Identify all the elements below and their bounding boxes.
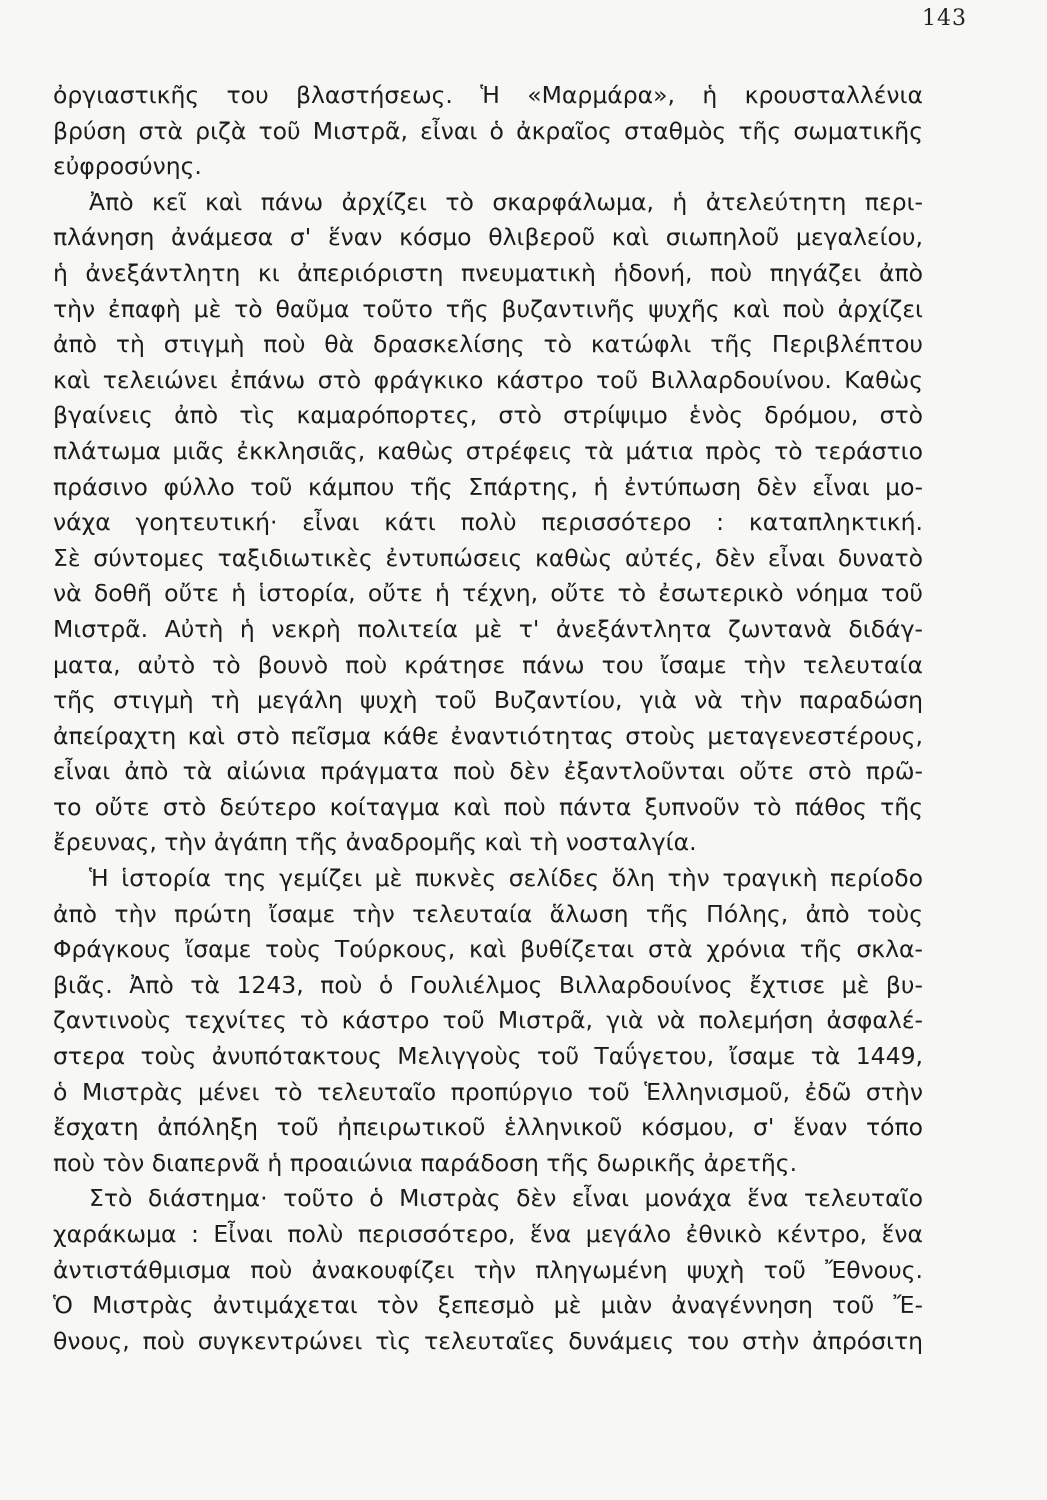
text-line: ποὺ τὸν διαπερνᾶ ἡ προαιώνια παράδοση τῆς δωρικῆς ἀρετῆς. — [53, 1148, 798, 1177]
text-line: ἡ ἀνεξάντλητη κι ἀπεριόριστη πνευματικὴ ἡδονή, ποὺ πηγάζει ἀπὸ — [53, 258, 923, 287]
text-line: ματα, αὐτὸ τὸ βουνὸ ποὺ κράτησε πάνω του ἴσαμε τὴν τελευταία — [53, 650, 923, 679]
text-line: πλάτωμα μιᾶς ἐκκλησιᾶς, καθὼς στρέφεις τὰ μάτια πρὸς τὸ τεράστιο — [53, 436, 923, 465]
text-line: το οὔτε στὸ δεύτερο κοίταγμα καὶ ποὺ πάντα ξυπνοῦν τὸ πάθος τῆς — [53, 792, 923, 821]
text-line: ὁ Μιστρὰς μένει τὸ τελευταῖο προπύργιο τοῦ Ἑλληνισμοῦ, ἐδῶ στὴν — [53, 1077, 923, 1106]
text-line: ἔσχατη ἀπόληξη τοῦ ἠπειρωτικοῦ ἑλληνικοῦ κόσμου, σ' ἕναν τόπο — [53, 1113, 923, 1142]
page-number: 143 — [922, 6, 967, 31]
text-line: βρύση στὰ ριζὰ τοῦ Μιστρᾶ, εἶναι ὁ ἀκραῖος σταθμὸς τῆς σωματικῆς — [53, 116, 923, 145]
text-line: στερα τοὺς ἀνυπότακτους Μελιγγοὺς τοῦ Ταΰγετου, ἴσαμε τὰ 1449, — [53, 1042, 923, 1071]
text-line: εὐφροσύνης. — [53, 152, 202, 181]
text-line: νὰ δοθῆ οὔτε ἡ ἱστορία, οὔτε ἡ τέχνη, οὔτε τὸ ἐσωτερικὸ νόημα τοῦ — [53, 579, 923, 608]
text-line: Ὁ Μιστρὰς ἀντιμάχεται τὸν ξεπεσμὸ μὲ μιὰν ἀναγέννηση τοῦ Ἔ- — [53, 1291, 923, 1320]
text-line: πράσινο φύλλο τοῦ κάμπου τῆς Σπάρτης, ἡ ἐντύπωση δὲν εἶναι μο- — [53, 472, 923, 501]
text-line: θνους, ποὺ συγκεντρώνει τὶς τελευταῖες δυνάμεις του στὴν ἀπρόσιτη — [53, 1326, 923, 1355]
text-line: τῆς στιγμὴ τὴ μεγάλη ψυχὴ τοῦ Βυζαντίου, γιὰ νὰ τὴν παραδώση — [53, 686, 923, 715]
text-line: ὀργιαστικῆς του βλαστήσεως. Ἡ «Μαρμάρα», ἡ κρουσταλλένια — [53, 81, 923, 109]
text-line: Μιστρᾶ. Αὐτὴ ἡ νεκρὴ πολιτεία μὲ τ' ἀνεξάντλητα ζωντανὰ διδάγ- — [53, 614, 923, 643]
text-line: ἔρευνας, τὴν ἀγάπη τῆς ἀναδρομῆς καὶ τὴ νοσταλγία. — [53, 828, 697, 857]
text-line: χαράκωμα : Εἶναι πολὺ περισσότερο, ἕνα μεγάλο ἐθνικὸ κέντρο, ἕνα — [53, 1220, 923, 1248]
text-line: Φράγκους ἴσαμε τοὺς Τούρκους, καὶ βυθίζεται στὰ χρόνια τῆς σκλα- — [53, 935, 923, 964]
text-line: τὴν ἐπαφὴ μὲ τὸ θαῦμα τοῦτο τῆς βυζαντινῆς ψυχῆς καὶ ποὺ ἀρχίζει — [53, 294, 923, 323]
text-line: Ἡ ἱστορία της γεμίζει μὲ πυκνὲς σελίδες ὅλη τὴν τραγικὴ περίοδο — [89, 864, 923, 893]
text-line: ζαντινοὺς τεχνίτες τὸ κάστρο τοῦ Μιστρᾶ, γιὰ νὰ πολεμήση ἀσφαλέ- — [53, 1006, 923, 1035]
text-line: καὶ τελειώνει ἐπάνω στὸ φράγκικο κάστρο τοῦ Βιλλαρδουίνου. Καθὼς — [53, 365, 923, 394]
text-line: εἶναι ἀπὸ τὰ αἰώνια πράγματα ποὺ δὲν ἐξαντλοῦνται οὔτε στὸ πρῶ- — [53, 757, 923, 786]
text-line: βιᾶς. Ἀπὸ τὰ 1243, ποὺ ὁ Γουλιέλμος Βιλλαρδουίνος ἔχτισε μὲ βυ- — [53, 970, 923, 999]
text-line: Ἀπὸ κεῖ καὶ πάνω ἀρχίζει τὸ σκαρφάλωμα, ἡ ἀτελεύτητη περι- — [89, 187, 923, 216]
body-text — [53, 78, 923, 1359]
text-line: ἀπὸ τὴν πρώτη ἴσαμε τὴν τελευταία ἅλωση τῆς Πόλης, ἀπὸ τοὺς — [53, 899, 923, 928]
text-line: βγαίνεις ἀπὸ τὶς καμαρόπορτες, στὸ στρίψιμο ἑνὸς δρόμου, στὸ — [53, 401, 923, 430]
text-line: πλάνηση ἀνάμεσα σ' ἕναν κόσμο θλιβεροῦ καὶ σιωπηλοῦ μεγαλείου, — [53, 223, 923, 252]
text-line: ἀπείραχτη καὶ στὸ πεῖσμα κάθε ἐναντιότητας στοὺς μεταγενεστέρους, — [53, 721, 923, 750]
text-line: Στὸ διάστημα· τοῦτο ὁ Μιστρὰς δὲν εἶναι μονάχα ἕνα τελευταῖο — [89, 1184, 923, 1213]
text-line: νάχα γοητευτική· εἶναι κάτι πολὺ περισσότερο : καταπληκτική. — [53, 508, 923, 537]
text-line: Σὲ σύντομες ταξιδιωτικὲς ἐντυπώσεις καθὼς αὐτές, δὲν εἶναι δυνατὸ — [53, 543, 923, 572]
text-line: ἀντιστάθμισμα ποὺ ἀνακουφίζει τὴν πληγωμένη ψυχὴ τοῦ Ἔθνους. — [53, 1255, 923, 1284]
text-line: ἀπὸ τὴ στιγμὴ ποὺ θὰ δρασκελίσης τὸ κατώφλι τῆς Περιβλέπτου — [53, 330, 923, 359]
